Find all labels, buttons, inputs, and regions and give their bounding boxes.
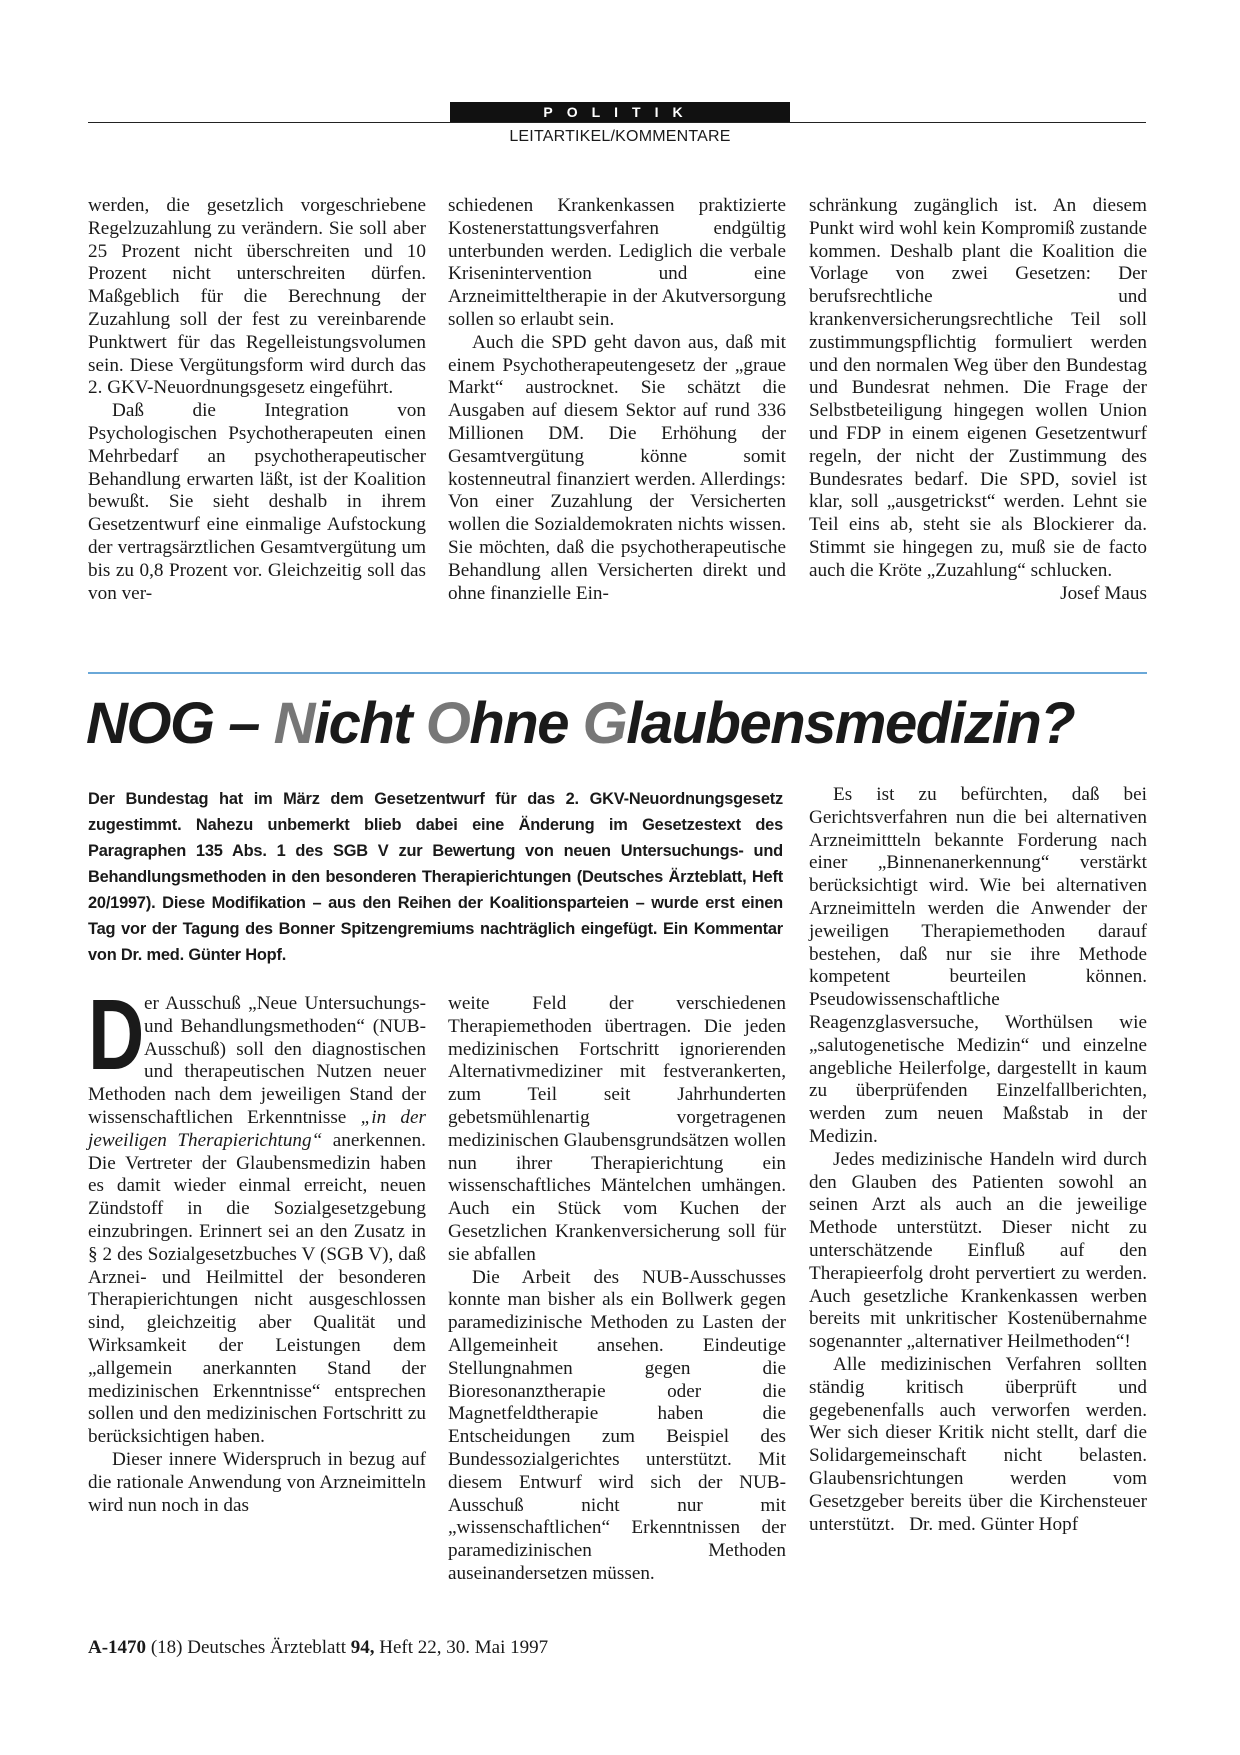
page-number: A-1470: [88, 1637, 147, 1658]
article-lead: Der Bundestag hat im März dem Gesetzentwurf für das 2. GKV-Neuordnungsgesetz zugestimmt. Nahezu unbemerkt blieb dabei eine Änderung im Gesetzestext des Paragraphen 135 Abs. 1 des SGB V zur Bewertung von neuen Untersuchungs- und Behandlungsmethoden in den besonderen Therapierichtungen (Deutsches Ärzteblatt, Heft 20/1997). Diese Modifikation – aus den Reihen der Koalitionsparteien – wurde erst einen Tag vor der Tagung des Bonner Spitzengremiums nachträglich eingefügt. Ein Kommentar von Dr. med. Günter Hopf.: [88, 790, 783, 964]
header-rule: [88, 122, 1146, 123]
title-initial: G: [582, 691, 627, 756]
paragraph: Die Arbeit des NUB-Ausschusses konnte man bisher als ein Bollwerk gegen paramedizinische Methoden zu Lasten der Allgemeinheit ansehen. Eindeutige Stellungnahmen gegen die Bioresonanztherapie oder die Magnetfeldtherapie haben die Entscheidungen zum Beispiel des Bundessozialgerichtes unterstützt. Mit diesem Entwurf wird sich der NUB-Ausschuß nicht nur mit „wissenschaftlichen“ Erkenntnissen der paramedizinischen Methoden auseinandersetzen müssen.: [448, 1266, 786, 1584]
paragraph: Dieser innere Widerspruch in bezug auf die rationale Anwendung von Arzneimitteln wird nun noch in das: [88, 1448, 426, 1516]
article-separator: [88, 672, 1147, 674]
top-article-column-1: [88, 195, 426, 605]
text-run: er Ausschuß „Neue Untersuchungs- und Behandlungsmethoden“ (NUB-Ausschuß) soll den diagnostischen und therapeutischen Nutzen neuer Methoden nach dem jeweiligen Stand der wissenschaftlichen Erkenntnisse: [88, 993, 426, 1128]
paragraph: Jedes medizinische Handeln wird durch den Glauben des Patienten sowohl an seinen Arzt als auch an die jeweilige Methode unterstützt. Dieser nicht zu unterschätzende Einfluß auf den Therapieerfolg droht pervertiert zu werden. Auch gesetzliche Krankenkassen werben bereits mit unkritischer Kostenübernahme sogenannter „alternativer Heilmethoden“!: [809, 1148, 1147, 1353]
article-title: [86, 690, 1166, 757]
top-article-column-2: [448, 195, 786, 605]
section-label: POLITIK: [450, 102, 790, 123]
title-part: laubensmedizin?: [626, 691, 1075, 756]
paragraph: werden, die gesetzlich vorgeschriebene Regelzuzahlung zu verändern. Sie soll aber 25 Prozent nicht überschreiten und 10 Prozent nicht unterschreiten dürfen. Maßgeblich für die Berechnung der Zuzahlung soll der fest zu vereinbarende Punktwert für das Regelleistungsvolumen sein. Diese Vergütungsform wird durch das 2. GKV-Neuordnungsgesetz eingeführt.: [88, 195, 426, 399]
title-initial: N: [273, 691, 314, 756]
text-run: anerkennen. Die Vertreter der Glaubensmedizin haben es damit wieder einmal erreicht, neuen Zündstoff in die Sozialgesetzgebung einzubringen. Erinnert sei an den Zusatz in § 2 des Sozialgesetzbuches V (SGB V), daß Arznei- und Heilmittel der besonderen Therapierichtungen nicht ausgeschlossen sind, gleichzeitig aber Qualität und Wirksamkeit der Leistungen dem „allgemein anerkannten Stand der medizinischen Erkenntnisse“ entsprechen sollen und den medizinischen Fortschritt zu berücksichtigen haben.: [88, 1129, 426, 1448]
title-part: hne: [469, 691, 583, 756]
drop-cap: D: [88, 979, 145, 1091]
italic-quote: „in der jeweiligen Therapierichtung“: [88, 1106, 426, 1151]
paragraph: Daß die Integration von Psychologischen Psychotherapeuten einen Mehrbedarf an psychotherapeutischer Behandlung erwarten läßt, ist der Koalition bewußt. Sie sieht deshalb in ihrem Gesetzentwurf eine einmalige Aufstockung der vertragsärztlichen Gesamtvergütung um bis zu 0,8 Prozent vor. Gleichzeitig soll das von ver-: [88, 400, 426, 604]
paragraph: [809, 1354, 1147, 1536]
author-signature: Dr. med. Günter Hopf: [909, 1513, 1079, 1535]
text-run: Alle medizinischen Verfahren sollten ständig kritisch überprüft und gegebenenfalls auch verworfen werden. Wer sich dieser Kritik nicht stellt, darf die Solidargemeinschaft nicht belasten. Glaubensrichtungen werden vom Gesetzgeber bereits über die Kirchensteuer unterstützt.: [809, 1353, 1147, 1535]
paragraph: Es ist zu befürchten, daß bei Gerichtsverfahren nun die bei alternativen Arzneimittteln bekannte Forderung nach einer „Binnenanerkennung“ verstärkt berücksichtigt wird. Wie bei alternativen Arzneimitteln werden die Anwender der jeweiligen Therapiemethoden darauf bestehen, daß nur sie ihre Methode kompetent beurteilen können. Pseudowissenschaftliche Reagenzglasversuche, Worthülsen wie „salutogenetische Medizin“ und einzelne angebliche Heilerfolge, dargestellt in kaum zu überprüfenden Einzelfallberichten, werden zum neuen Maßstab in der Medizin.: [809, 784, 1147, 1147]
paragraph: schiedenen Krankenkassen praktizierte Kostenerstattungsverfahren endgültig unterbunden werden. Lediglich die verbale Krisenintervention und eine Arzneimitteltherapie in der Akutversorgung sollen so erlaubt sein.: [448, 195, 786, 330]
journal-name: (18) Deutsches Ärzteblatt: [150, 1637, 347, 1658]
volume-number: 94,: [350, 1637, 375, 1658]
author-signature: Josef Maus: [1060, 582, 1147, 604]
paragraph: schränkung zugänglich ist. An diesem Punkt wird wohl kein Kompromiß zustande kommen. Deshalb plant die Koalition die Vorlage von zwei Gesetzen: Der berufsrechtliche und krankenversicherungsrechtliche Teil soll zustimmungspflichtig formuliert werden und den normalen Weg über den Bundestag und Bundesrat nehmen. Die Frage der Selbstbeteiligung hingegen wollen Union und FDP in einem eigenen Gesetzentwurf regeln, der nicht der Zustimmung des Bundesrates bedarf. Die SPD, soviel ist klar, soll „ausgetrickst“ werden. Lehnt sie Teil eins ab, steht sie als Blockierer da. Stimmt sie hingegen zu, muß sie de facto auch die Kröte „Zuzahlung“ schlucken.: [809, 195, 1147, 581]
top-article-column-3: [809, 195, 1147, 605]
title-part: icht: [314, 691, 426, 756]
page-footer: [88, 1637, 548, 1659]
title-part: NOG –: [86, 691, 274, 756]
title-initial: O: [425, 691, 470, 756]
issue-date: Heft 22, 30. Mai 1997: [379, 1637, 549, 1658]
article-column-2: [448, 993, 786, 1586]
article-column-1: [88, 979, 426, 1517]
paragraph: weite Feld der verschiedenen Therapiemethoden übertragen. Die jeden medizinischen Fortschritt ignorierenden Alternativmediziner mit festverankerten, zum Teil seit Jahrhunderten gebetsmühlenartig vorgetragenen medizinischen Glaubensgrundsätzen wollen nun ihrer Therapierichtung ein wissenschaftliches Mäntelchen umhängen. Auch ein Stück vom Kuchen der Gesetzlichen Krankenversicherung soll für sie abfallen: [448, 993, 786, 1265]
subsection-label: LEITARTIKEL/KOMMENTARE: [509, 128, 731, 145]
article-column-3: [809, 784, 1147, 1536]
paragraph: Auch die SPD geht davon aus, daß mit einem Psychotherapeutengesetz der „graue Markt“ austrocknet. Sie schätzt die Ausgaben auf diesem Sektor auf rund 336 Millionen DM. Die Erhöhung der Gesamtvergütung könne somit kostenneutral finanziert werden. Allerdings: Von einer Zuzahlung der Versicherten wollen die Sozialdemokraten nichts wissen. Sie möchten, daß die psychotherapeutische Behandlung allen Versicherten direkt und ohne finanzielle Ein-: [448, 331, 786, 604]
